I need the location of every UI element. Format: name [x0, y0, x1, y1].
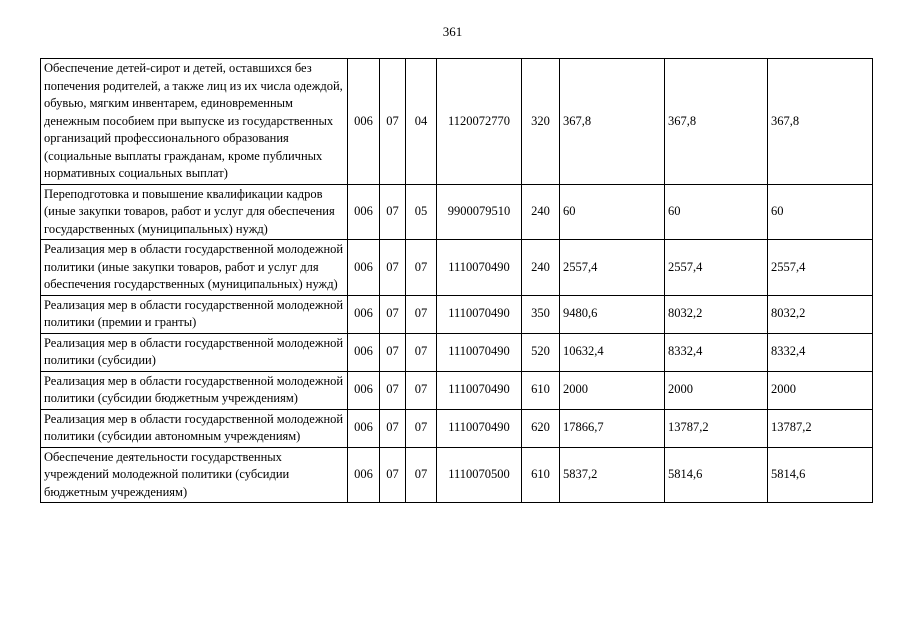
- target-article-cell: 1110070490: [437, 333, 522, 371]
- table-row: [41, 333, 873, 371]
- amount-year1-cell: 17866,7: [560, 409, 665, 447]
- ved-code-cell: 006: [348, 59, 380, 185]
- table-row: [41, 409, 873, 447]
- row-name-cell: Реализация мер в области государственной молодежной политики (субсидии автономным учреждениям): [41, 409, 348, 447]
- amount-year3-cell: 8332,4: [768, 333, 873, 371]
- amount-year3-cell: 60: [768, 184, 873, 240]
- row-name-cell: Реализация мер в области государственной молодежной политики (субсидии): [41, 333, 348, 371]
- table-row: [41, 447, 873, 503]
- amount-year2-cell: 367,8: [665, 59, 768, 185]
- ved-code-cell: 006: [348, 184, 380, 240]
- amount-year1-cell: 9480,6: [560, 295, 665, 333]
- ved-code-cell: 006: [348, 333, 380, 371]
- subsection-code-cell: 07: [406, 447, 437, 503]
- section-code-cell: 07: [380, 333, 406, 371]
- target-article-cell: 1120072770: [437, 59, 522, 185]
- row-name-cell: Обеспечение деятельности государственных учреждений молодежной политики (субсидии бюджетным учреждениям): [41, 447, 348, 503]
- amount-year2-cell: 13787,2: [665, 409, 768, 447]
- row-name-cell: Реализация мер в области государственной молодежной политики (иные закупки товаров, работ и услуг для обеспечения государственных (муниципальных) нужд): [41, 240, 348, 296]
- subsection-code-cell: 07: [406, 295, 437, 333]
- section-code-cell: 07: [380, 295, 406, 333]
- amount-year1-cell: 2000: [560, 371, 665, 409]
- amount-year2-cell: 2000: [665, 371, 768, 409]
- expense-type-cell: 620: [522, 409, 560, 447]
- amount-year1-cell: 10632,4: [560, 333, 665, 371]
- amount-year2-cell: 2557,4: [665, 240, 768, 296]
- section-code-cell: 07: [380, 409, 406, 447]
- amount-year3-cell: 367,8: [768, 59, 873, 185]
- section-code-cell: 07: [380, 59, 406, 185]
- table-row: [41, 371, 873, 409]
- amount-year3-cell: 8032,2: [768, 295, 873, 333]
- amount-year1-cell: 2557,4: [560, 240, 665, 296]
- ved-code-cell: 006: [348, 295, 380, 333]
- table-row: [41, 59, 873, 185]
- expense-type-cell: 520: [522, 333, 560, 371]
- amount-year2-cell: 8332,4: [665, 333, 768, 371]
- target-article-cell: 1110070490: [437, 295, 522, 333]
- budget-table: [40, 58, 873, 503]
- amount-year1-cell: 5837,2: [560, 447, 665, 503]
- ved-code-cell: 006: [348, 371, 380, 409]
- table-row: [41, 295, 873, 333]
- expense-type-cell: 610: [522, 371, 560, 409]
- subsection-code-cell: 07: [406, 333, 437, 371]
- subsection-code-cell: 07: [406, 371, 437, 409]
- table-row: [41, 240, 873, 296]
- expense-type-cell: 240: [522, 240, 560, 296]
- amount-year2-cell: 8032,2: [665, 295, 768, 333]
- subsection-code-cell: 04: [406, 59, 437, 185]
- ved-code-cell: 006: [348, 447, 380, 503]
- expense-type-cell: 350: [522, 295, 560, 333]
- subsection-code-cell: 05: [406, 184, 437, 240]
- row-name-cell: Реализация мер в области государственной молодежной политики (субсидии бюджетным учреждениям): [41, 371, 348, 409]
- table-row: [41, 184, 873, 240]
- subsection-code-cell: 07: [406, 409, 437, 447]
- expense-type-cell: 240: [522, 184, 560, 240]
- section-code-cell: 07: [380, 371, 406, 409]
- page-number: 361: [442, 24, 463, 39]
- section-code-cell: 07: [380, 240, 406, 296]
- target-article-cell: 1110070490: [437, 409, 522, 447]
- subsection-code-cell: 07: [406, 240, 437, 296]
- amount-year3-cell: 2557,4: [768, 240, 873, 296]
- section-code-cell: 07: [380, 184, 406, 240]
- row-name-cell: Обеспечение детей-сирот и детей, оставшихся без попечения родителей, а также лиц из их числа одеждой, обувью, мягким инвентарем, единовременным денежным пособием при выпуске из государственных организаций профессионального образования (социальные выплаты гражданам, кроме публичных нормативных социальных выплат): [41, 59, 348, 185]
- row-name-cell: Реализация мер в области государственной молодежной политики (премии и гранты): [41, 295, 348, 333]
- amount-year3-cell: 13787,2: [768, 409, 873, 447]
- budget-table-body: [41, 59, 873, 503]
- target-article-cell: 9900079510: [437, 184, 522, 240]
- expense-type-cell: 320: [522, 59, 560, 185]
- ved-code-cell: 006: [348, 240, 380, 296]
- amount-year1-cell: 60: [560, 184, 665, 240]
- ved-code-cell: 006: [348, 409, 380, 447]
- expense-type-cell: 610: [522, 447, 560, 503]
- section-code-cell: 07: [380, 447, 406, 503]
- amount-year1-cell: 367,8: [560, 59, 665, 185]
- amount-year2-cell: 5814,6: [665, 447, 768, 503]
- target-article-cell: 1110070490: [437, 240, 522, 296]
- amount-year2-cell: 60: [665, 184, 768, 240]
- row-name-cell: Переподготовка и повышение квалификации кадров (иные закупки товаров, работ и услуг для обеспечения государственных (муниципальных) нужд): [41, 184, 348, 240]
- target-article-cell: 1110070500: [437, 447, 522, 503]
- amount-year3-cell: 5814,6: [768, 447, 873, 503]
- amount-year3-cell: 2000: [768, 371, 873, 409]
- target-article-cell: 1110070490: [437, 371, 522, 409]
